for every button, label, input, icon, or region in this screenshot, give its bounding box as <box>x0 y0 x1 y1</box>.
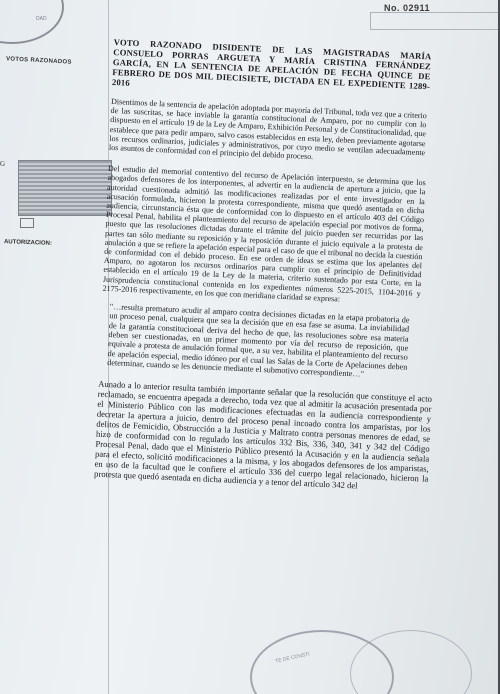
votos-razonados-label: VOTOS RAZONADOS <box>5 56 72 66</box>
paragraph-aunado: Aunado a lo anterior resulta también importante señalar que la resolución que constituye el acto reclamado, se encuentra apegada a derecho, toda vez que al admitir la acusación presentada por el Ministerio Público con las modificaciones efectuadas en la audiencia correspondiente y decretar la apertura a juicio, dentro del proceso penal incoado contra los amparistas, por los delitos de Femicidio, Obstrucción a la Justicia y Maltrato contra personas menores de edad, se hizo de conformidad con lo regulado los artículos 332 Bis, 336, 340, 341 y 342 del Código Procesal Penal, dado que el Ministerio Público presentó la Acusación y en la audiencia señala para el efecto, solicitó modificaciones a la misma, y los abogados defensores de los amparistas, en uso de la facultad que le confiere el artículo 336 del cuerpo legal relacionado, hicieron la protesta que quedó asentada en dicha audiencia y a tenor del artículo 342 del <box>93 378 433 491</box>
document-title: VOTO RAZONADO DISIDENTE DE LAS MAGISTRADAS MARÍA CONSUELO PORRAS ARGUETA Y MARÍA CRISTINA FERNÁNDEZ GARCÍA, EN LA SENTENCIA DE APELACIÓN DE FECHA QUINCE DE FEBRERO DE DOS MIL DIECISIETE, DICTADA EN EL EXPEDIENTE 1289-2016 <box>111 37 432 92</box>
stamp-checkbox <box>20 218 34 228</box>
paragraph-estudio: Del estudio del memorial contentivo del recurso de Apelación interpuesto, se determina que los abogados defensores de los interponentes, al advertir en la audiencia de apertura a juicio, que la autoridad cuestionada admitió las modificaciones realizadas por el ente investigador en la acusación formulada, hicieron la protesta correspondiente, misma que quedó asentada en dicha audiencia, circunstancia ésta que de conformidad con lo dispuesto en el artículo 403 del Código Procesal Penal, habilita el planteamiento del recurso de apelación especial por motivos de forma, puesto que las resoluciones dictadas durante el trámite del juicio pueden ser recurridas por las partes tan sólo mediante su reposición y la reposición durante el juicio equivale a la protesta de anulación a que se refiere la apelación especial para el caso de que el tribunal no decida la cuestión de conformidad con el debido proceso. En ese orden de ideas se estima que los apelantes del Amparo, no agotaron los recursos ordinarios para cumplir con el principio de Definitividad establecido en el artículo 19 de la Ley de la materia, criterio sustentado por esta Corte, en la Jurisprudencia constitucional contenida en los expedientes números 5225-2015, 1104-2016 y 2175-2016 respectivamente, en los que con meridiana claridad se expresa: <box>102 164 426 304</box>
revenue-stamp <box>18 160 112 216</box>
court-seal-top <box>0 0 64 44</box>
document-body <box>94 37 498 499</box>
seal-top-text: DAD <box>36 16 47 22</box>
autorizacion-label: AUTORIZACION: <box>3 239 52 247</box>
left-margin-column <box>0 0 109 694</box>
seal-bottom-text: TE DE CONSTI <box>274 651 311 665</box>
jurisprudence-quote: "…resulta prematuro acudir al amparo contra decisiones dictadas en la etapa probatoria de un proceso penal, cualquiera que sea la decisión que en esa fase se asuma. La inviabilidad de la garantía constitucional deriva del hecho de que, las resoluciones sobre esa materia deben ser cuestionadas, en un primer momento por vía del recurso de reposición, que equivale a protesta de anulación formal que, a su vez, habilita el planteamiento del recurso de apelación especial, medio idóneo por el cual las Salas de la Corte de Apelaciones deben determinar, cuando se les denuncie mediante el submotivo correspondiente…" <box>107 302 410 379</box>
number-box <box>370 12 498 30</box>
margin-letter: G <box>0 160 6 168</box>
document-number: No. 02911 <box>384 3 431 13</box>
paragraph-disentimos: Disentimos de la sentencia de apelación adoptada por mayoría del Tribunal, toda vez que a criterio de las suscritas, se hace inviable la garantía constitucional de Amparo, por no cumplir con lo dispuesto en el artículo 19 de la Ley de Amparo, Exhibición Personal y de Constitucionalidad, que establece que para pedir amparo, salvo casos establecidos en esta ley, deben previamente agotarse los recursos ordinarios, judiciales y administrativos, por cuyo medio se ventilan adecuadamente los asuntos de conformidad con el principio del debido proceso. <box>108 96 427 162</box>
court-seal-bottom-secondary <box>350 630 472 694</box>
